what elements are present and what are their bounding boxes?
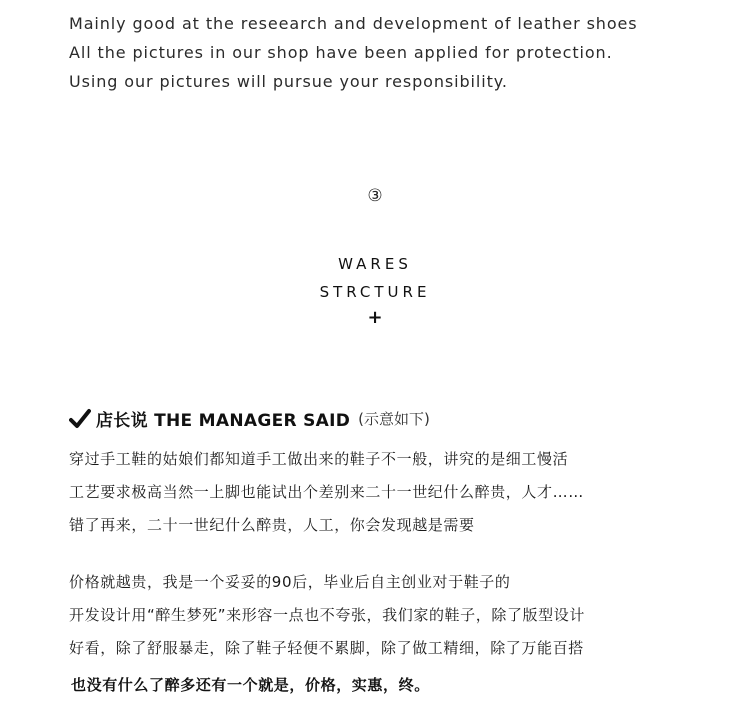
plus-icon: + [367,307,383,328]
section-title [0,250,750,330]
paragraph-line: 好看，除了舒服暴走，除了鞋子轻便不累脚，除了做工精细，除了万能百搭 [69,639,584,657]
manager-heading-note: (示意如下) [358,410,430,428]
title-line-structure: STRCTURE [319,283,431,301]
closing-statement: 也没有什么了醉多还有一个就是，价格，实惠，终。 [71,676,430,694]
intro-line-2: All the pictures in our shop have been applied for protection. [69,43,613,62]
section-number: ③ [367,186,383,206]
paragraph-line: 开发设计用“醉生梦死”来形容一点也不夸张，我们家的鞋子，除了版型设计 [69,606,585,624]
paragraph-line: 价格就越贵，我是一个妥妥的90后，毕业后自主创业对于鞋子的 [69,573,511,591]
intro-line-3: Using our pictures will pursue your responsibility. [69,72,508,91]
manager-heading-title: 店长说 THE MANAGER SAID [96,411,351,431]
intro-line-1: Mainly good at the reseearch and development of leather shoes [69,14,638,33]
paragraph-line: 穿过手工鞋的姑娘们都知道手工做出来的鞋子不一般，讲究的是细工慢活 [69,450,569,468]
paragraph-line: 工艺要求极高当然一上脚也能试出个差别来二十一世纪什么醉贵，人才…… [69,483,584,501]
intro-text [69,9,638,96]
title-line-wares: WARES [338,255,412,273]
checkmark-icon [69,408,91,430]
manager-heading [69,406,430,431]
manager-paragraph-1 [69,443,584,542]
manager-paragraph-2 [69,566,585,665]
paragraph-line: 错了再来，二十一世纪什么醉贵，人工，你会发现越是需要 [69,516,475,534]
